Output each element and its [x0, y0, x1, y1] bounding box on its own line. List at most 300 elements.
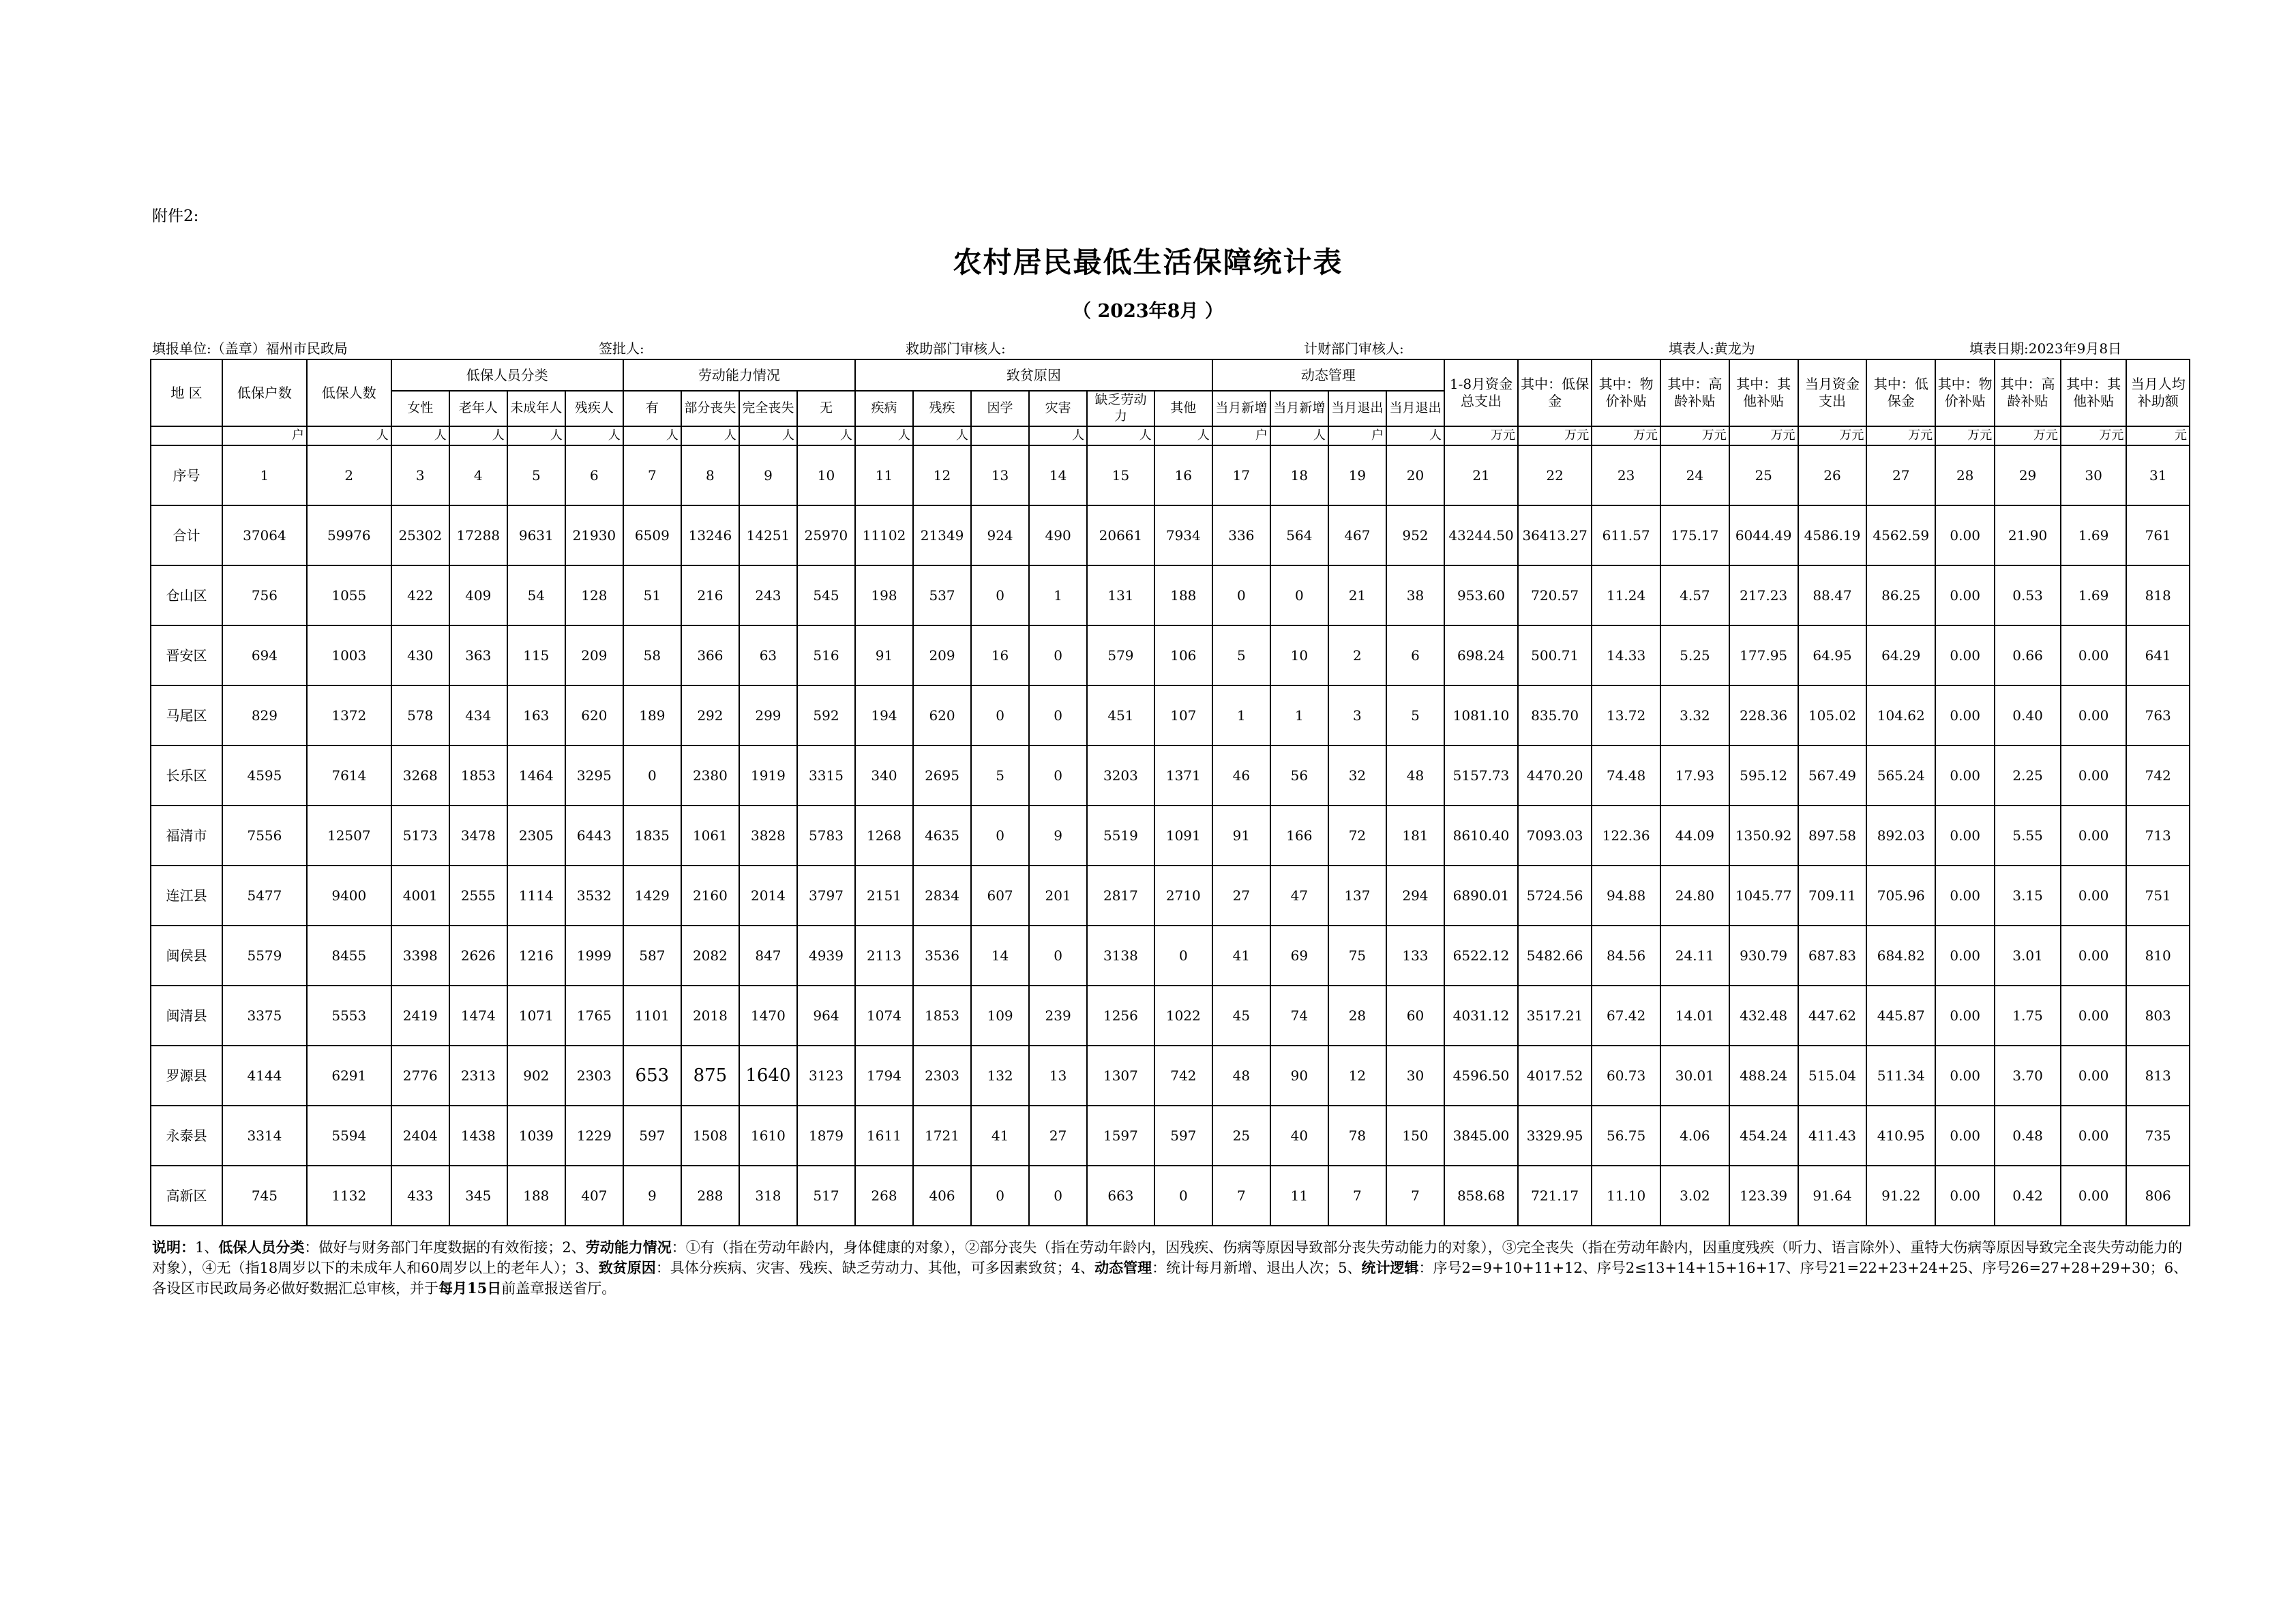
table-row — [151, 565, 2190, 625]
data-cell: 268 — [855, 1166, 913, 1226]
data-cell: 9 — [623, 1166, 681, 1226]
seq-cell: 27 — [1866, 445, 1935, 505]
data-cell: 3138 — [1087, 926, 1154, 986]
header-cause-col: 疾病 — [855, 391, 913, 426]
data-cell: 4595 — [222, 745, 307, 806]
header-cause-col: 其他 — [1154, 391, 1212, 426]
data-cell: 0.00 — [1935, 806, 1995, 866]
seq-cell: 2 — [307, 445, 391, 505]
data-cell: 299 — [739, 685, 797, 745]
data-cell: 3315 — [797, 745, 855, 806]
data-cell: 1721 — [913, 1106, 971, 1166]
seq-cell: 19 — [1328, 445, 1386, 505]
data-cell: 1794 — [855, 1046, 913, 1106]
data-cell: 67.42 — [1592, 986, 1660, 1046]
data-cell: 46 — [1212, 745, 1270, 806]
data-cell: 6 — [1386, 625, 1444, 685]
data-cell: 7934 — [1154, 505, 1212, 565]
data-cell: 0.40 — [1995, 685, 2061, 745]
data-cell: 4939 — [797, 926, 855, 986]
data-cell: 5 — [1212, 625, 1270, 685]
data-cell: 2776 — [391, 1046, 449, 1106]
data-cell: 3295 — [565, 745, 623, 806]
data-cell: 188 — [507, 1166, 565, 1226]
data-cell: 1470 — [739, 986, 797, 1046]
data-cell: 2151 — [855, 866, 913, 926]
data-cell: 217.23 — [1729, 565, 1798, 625]
data-cell: 2710 — [1154, 866, 1212, 926]
header-class-col: 老年人 — [449, 391, 507, 426]
data-cell: 0.00 — [2061, 986, 2127, 1046]
unit-cell: 人 — [797, 426, 855, 445]
data-cell: 0.00 — [1935, 866, 1995, 926]
data-cell: 411.43 — [1798, 1106, 1867, 1166]
data-cell: 1371 — [1154, 745, 1212, 806]
data-cell: 2419 — [391, 986, 449, 1046]
data-cell: 1 — [1270, 685, 1328, 745]
data-cell: 3536 — [913, 926, 971, 986]
unit-cell: 万元 — [1729, 426, 1798, 445]
data-cell: 0.00 — [1935, 685, 1995, 745]
data-cell: 858.68 — [1444, 1166, 1518, 1226]
data-cell: 336 — [1212, 505, 1270, 565]
data-cell: 4017.52 — [1518, 1046, 1592, 1106]
data-cell: 88.47 — [1798, 565, 1867, 625]
data-cell: 209 — [913, 625, 971, 685]
data-cell: 579 — [1087, 625, 1154, 685]
data-cell: 41 — [971, 1106, 1029, 1166]
data-cell: 3.15 — [1995, 866, 2061, 926]
seq-cell: 26 — [1798, 445, 1867, 505]
seq-cell: 9 — [739, 445, 797, 505]
data-cell: 74.48 — [1592, 745, 1660, 806]
data-cell: 847 — [739, 926, 797, 986]
header-households: 低保户数 — [222, 359, 307, 426]
data-cell: 163 — [507, 685, 565, 745]
data-cell: 1372 — [307, 685, 391, 745]
data-cell: 597 — [623, 1106, 681, 1166]
data-cell: 239 — [1029, 986, 1087, 1046]
stats-table — [150, 359, 2190, 1226]
data-cell: 2313 — [449, 1046, 507, 1106]
data-cell: 2082 — [681, 926, 739, 986]
data-cell: 930.79 — [1729, 926, 1798, 986]
data-cell: 1765 — [565, 986, 623, 1046]
table-row — [151, 806, 2190, 866]
data-cell: 86.25 — [1866, 565, 1935, 625]
table-row — [151, 505, 2190, 565]
table-row — [151, 926, 2190, 986]
data-cell: 620 — [565, 685, 623, 745]
data-cell: 122.36 — [1592, 806, 1660, 866]
data-cell: 0 — [1029, 1166, 1087, 1226]
unit-cell: 万元 — [1660, 426, 1729, 445]
data-cell: 292 — [681, 685, 739, 745]
data-cell: 595.12 — [1729, 745, 1798, 806]
data-cell: 953.60 — [1444, 565, 1518, 625]
data-cell: 713 — [2126, 806, 2190, 866]
table-row — [151, 625, 2190, 685]
data-cell: 434 — [449, 685, 507, 745]
data-cell: 44.09 — [1660, 806, 1729, 866]
unit-cell: 万元 — [1798, 426, 1867, 445]
data-cell: 1438 — [449, 1106, 507, 1166]
data-cell: 181 — [1386, 806, 1444, 866]
data-cell: 131 — [1087, 565, 1154, 625]
data-cell: 1853 — [449, 745, 507, 806]
header-labor-col: 有 — [623, 391, 681, 426]
data-cell: 7 — [1212, 1166, 1270, 1226]
data-cell: 0.00 — [1935, 1166, 1995, 1226]
data-cell: 5519 — [1087, 806, 1154, 866]
header-class-col: 女性 — [391, 391, 449, 426]
data-cell: 721.17 — [1518, 1166, 1592, 1226]
unit-cell — [971, 426, 1029, 445]
unit-cell: 人 — [681, 426, 739, 445]
data-cell: 0 — [1029, 685, 1087, 745]
data-cell: 705.96 — [1866, 866, 1935, 926]
data-cell: 91 — [1212, 806, 1270, 866]
data-cell: 25970 — [797, 505, 855, 565]
data-cell: 3398 — [391, 926, 449, 986]
data-cell: 1 — [1029, 565, 1087, 625]
seq-cell: 1 — [222, 445, 307, 505]
data-cell: 194 — [855, 685, 913, 745]
data-cell: 3845.00 — [1444, 1106, 1518, 1166]
data-cell: 803 — [2126, 986, 2190, 1046]
data-cell: 318 — [739, 1166, 797, 1226]
data-cell: 13246 — [681, 505, 739, 565]
data-cell: 5724.56 — [1518, 866, 1592, 926]
data-cell: 5.25 — [1660, 625, 1729, 685]
data-cell: 21 — [1328, 565, 1386, 625]
header-labor-col: 无 — [797, 391, 855, 426]
data-cell: 75 — [1328, 926, 1386, 986]
data-cell: 720.57 — [1518, 565, 1592, 625]
data-cell: 30 — [1386, 1046, 1444, 1106]
data-cell: 2 — [1328, 625, 1386, 685]
header-class-col: 未成年人 — [507, 391, 565, 426]
data-cell: 407 — [565, 1166, 623, 1226]
data-cell: 21349 — [913, 505, 971, 565]
data-cell: 27 — [1029, 1106, 1087, 1166]
data-cell: 0 — [971, 806, 1029, 866]
unit-cell: 元 — [2126, 426, 2190, 445]
unit-cell: 人 — [307, 426, 391, 445]
data-cell: 611.57 — [1592, 505, 1660, 565]
data-cell: 166 — [1270, 806, 1328, 866]
data-cell: 3.70 — [1995, 1046, 2061, 1106]
data-cell: 132 — [971, 1046, 1029, 1106]
unit-cell: 人 — [1386, 426, 1444, 445]
data-cell: 45 — [1212, 986, 1270, 1046]
data-cell: 897.58 — [1798, 806, 1867, 866]
data-cell: 516 — [797, 625, 855, 685]
header-group-class: 低保人员分类 — [391, 359, 623, 391]
data-cell: 587 — [623, 926, 681, 986]
unit-cell: 万元 — [2061, 426, 2127, 445]
data-cell: 0 — [971, 685, 1029, 745]
header-ytd-subsidy: 其中：低保金 — [1518, 359, 1592, 426]
data-cell: 511.34 — [1866, 1046, 1935, 1106]
data-cell: 78 — [1328, 1106, 1386, 1166]
data-cell: 3.01 — [1995, 926, 2061, 986]
data-cell: 104.62 — [1866, 685, 1935, 745]
data-cell: 7 — [1328, 1166, 1386, 1226]
data-cell: 924 — [971, 505, 1029, 565]
table-row — [151, 685, 2190, 745]
data-cell: 11 — [1270, 1166, 1328, 1226]
data-cell: 641 — [2126, 625, 2190, 685]
data-cell: 0 — [1154, 926, 1212, 986]
data-cell: 3478 — [449, 806, 507, 866]
data-cell: 177.95 — [1729, 625, 1798, 685]
unit-cell: 万元 — [1935, 426, 1995, 445]
data-cell: 0.00 — [1935, 565, 1995, 625]
meta-unit: 填报单位:（盖章）福州市民政局 — [152, 340, 348, 357]
data-cell: 0.00 — [1935, 926, 1995, 986]
data-cell: 1256 — [1087, 986, 1154, 1046]
data-cell: 2817 — [1087, 866, 1154, 926]
seq-cell: 21 — [1444, 445, 1518, 505]
row-region-name: 闽侯县 — [151, 926, 222, 986]
data-cell: 8610.40 — [1444, 806, 1518, 866]
data-cell: 6509 — [623, 505, 681, 565]
meta-relief-reviewer: 救助部门审核人: — [906, 340, 1006, 357]
data-cell: 14 — [971, 926, 1029, 986]
seq-cell: 22 — [1518, 445, 1592, 505]
data-cell: 1.69 — [2061, 505, 2127, 565]
unit-cell: 人 — [1029, 426, 1087, 445]
data-cell: 607 — [971, 866, 1029, 926]
data-cell: 7093.03 — [1518, 806, 1592, 866]
data-cell: 709.11 — [1798, 866, 1867, 926]
data-cell: 5553 — [307, 986, 391, 1046]
unit-cell: 人 — [565, 426, 623, 445]
data-cell: 128 — [565, 565, 623, 625]
data-cell: 751 — [2126, 866, 2190, 926]
data-cell: 0.00 — [2061, 866, 2127, 926]
data-cell: 133 — [1386, 926, 1444, 986]
data-cell: 1268 — [855, 806, 913, 866]
unit-cell: 万元 — [1518, 426, 1592, 445]
seq-cell: 13 — [971, 445, 1029, 505]
data-cell: 0.42 — [1995, 1166, 2061, 1226]
data-cell: 9 — [1029, 806, 1087, 866]
data-cell: 0 — [1029, 926, 1087, 986]
data-cell: 1999 — [565, 926, 623, 986]
unit-cell: 人 — [449, 426, 507, 445]
data-cell: 37064 — [222, 505, 307, 565]
explanation-note: 说明：1、低保人员分类：做好与财务部门年度数据的有效衔接；2、劳动能力情况：①有（指在劳动年龄内，身体健康的对象），②部分丧失（指在劳动年龄内，因残疾、伤病等原因导致部分丧失劳动能力的对象），③完全丧失（指在劳动年龄内，因重度残疾（听力、语言除外）、重特大伤病等原因导致完全丧失劳动能力的对象），④无（指18周岁以下的未成年人和60周岁以上的老年人）；3、致贫原因：具体分疾病、灾害、残疾、缺乏劳动力、其他，可多因素致贫；4、动态管理：统计每月新增、退出人次；5、统计逻辑：序号2=9+10+11+12、序号2≤13+14+15+16+17、序号21=22+23+24+25、序号26=27+28+29+30；6、各设区市民政局务必做好数据汇总审核，并于每月15日前盖章报送省厅。 — [152, 1239, 2188, 1297]
header-labor-col: 部分丧失 — [681, 391, 739, 426]
unit-cell: 人 — [855, 426, 913, 445]
seq-cell: 23 — [1592, 445, 1660, 505]
seq-cell: 11 — [855, 445, 913, 505]
meta-date: 填表日期:2023年9月8日 — [1969, 340, 2122, 357]
data-cell: 21.90 — [1995, 505, 2061, 565]
data-cell: 0.48 — [1995, 1106, 2061, 1166]
data-cell: 4031.12 — [1444, 986, 1518, 1046]
data-cell: 5 — [971, 745, 1029, 806]
data-cell: 5594 — [307, 1106, 391, 1166]
unit-cell: 户 — [1328, 426, 1386, 445]
unit-cell: 人 — [1270, 426, 1328, 445]
data-cell: 24.80 — [1660, 866, 1729, 926]
unit-cell: 人 — [623, 426, 681, 445]
unit-cell: 户 — [1212, 426, 1270, 445]
data-cell: 410.95 — [1866, 1106, 1935, 1166]
seq-cell: 8 — [681, 445, 739, 505]
data-cell: 105.02 — [1798, 685, 1867, 745]
data-cell: 60 — [1386, 986, 1444, 1046]
data-cell: 835.70 — [1518, 685, 1592, 745]
data-cell: 6890.01 — [1444, 866, 1518, 926]
data-cell: 0 — [971, 565, 1029, 625]
data-cell: 698.24 — [1444, 625, 1518, 685]
data-cell: 9400 — [307, 866, 391, 926]
data-cell: 1611 — [855, 1106, 913, 1166]
data-cell: 829 — [222, 685, 307, 745]
data-cell: 137 — [1328, 866, 1386, 926]
unit-cell: 万元 — [1444, 426, 1518, 445]
data-cell: 1853 — [913, 986, 971, 1046]
data-cell: 490 — [1029, 505, 1087, 565]
data-cell: 745 — [222, 1166, 307, 1226]
data-cell: 90 — [1270, 1046, 1328, 1106]
table-row — [151, 745, 2190, 806]
data-cell: 24.11 — [1660, 926, 1729, 986]
header-class-col: 残疾人 — [565, 391, 623, 426]
data-cell: 228.36 — [1729, 685, 1798, 745]
data-cell: 653 — [623, 1046, 681, 1106]
data-cell: 3517.21 — [1518, 986, 1592, 1046]
data-cell: 94.88 — [1592, 866, 1660, 926]
data-cell: 813 — [2126, 1046, 2190, 1106]
data-cell: 597 — [1154, 1106, 1212, 1166]
data-cell: 763 — [2126, 685, 2190, 745]
data-cell: 565.24 — [1866, 745, 1935, 806]
header-group-dynamic: 动态管理 — [1212, 359, 1444, 391]
data-cell: 409 — [449, 565, 507, 625]
data-cell: 433 — [391, 1166, 449, 1226]
seq-cell: 24 — [1660, 445, 1729, 505]
table-row — [151, 1046, 2190, 1106]
data-cell: 515.04 — [1798, 1046, 1867, 1106]
data-cell: 340 — [855, 745, 913, 806]
seq-cell: 15 — [1087, 445, 1154, 505]
data-cell: 198 — [855, 565, 913, 625]
data-cell: 2404 — [391, 1106, 449, 1166]
data-cell: 1132 — [307, 1166, 391, 1226]
data-cell: 2303 — [565, 1046, 623, 1106]
header-region: 地 区 — [151, 359, 222, 426]
header-avg: 当月人均补助额 — [2126, 359, 2190, 426]
seq-cell: 14 — [1029, 445, 1087, 505]
data-cell: 1474 — [449, 986, 507, 1046]
data-cell: 54 — [507, 565, 565, 625]
data-cell: 0.00 — [2061, 806, 2127, 866]
data-cell: 345 — [449, 1166, 507, 1226]
data-cell: 2018 — [681, 986, 739, 1046]
row-region-name: 晋安区 — [151, 625, 222, 685]
data-cell: 1597 — [1087, 1106, 1154, 1166]
data-cell: 59976 — [307, 505, 391, 565]
data-cell: 2.25 — [1995, 745, 2061, 806]
data-cell: 810 — [2126, 926, 2190, 986]
table-row — [151, 1166, 2190, 1226]
data-cell: 3268 — [391, 745, 449, 806]
data-cell: 0.00 — [1935, 1106, 1995, 1166]
data-cell: 48 — [1212, 1046, 1270, 1106]
data-cell: 5.55 — [1995, 806, 2061, 866]
data-cell: 1.69 — [2061, 565, 2127, 625]
data-cell: 1022 — [1154, 986, 1212, 1046]
seq-cell: 16 — [1154, 445, 1212, 505]
data-cell: 12507 — [307, 806, 391, 866]
data-cell: 430 — [391, 625, 449, 685]
data-cell: 4562.59 — [1866, 505, 1935, 565]
data-cell: 4470.20 — [1518, 745, 1592, 806]
data-cell: 5783 — [797, 806, 855, 866]
data-cell: 0.00 — [2061, 685, 2127, 745]
seq-cell: 12 — [913, 445, 971, 505]
data-cell: 5 — [1386, 685, 1444, 745]
data-cell: 56 — [1270, 745, 1328, 806]
data-cell: 201 — [1029, 866, 1087, 926]
meta-approver: 签批人: — [599, 340, 644, 357]
data-cell: 0.53 — [1995, 565, 2061, 625]
meta-filler: 填表人:黄龙为 — [1669, 340, 1755, 357]
unit-cell: 人 — [913, 426, 971, 445]
data-cell: 363 — [449, 625, 507, 685]
data-cell: 1429 — [623, 866, 681, 926]
seq-cell: 31 — [2126, 445, 2190, 505]
data-cell: 91 — [855, 625, 913, 685]
data-cell: 0.00 — [1935, 1046, 1995, 1106]
header-month-other: 其中：其他补贴 — [2061, 359, 2127, 426]
data-cell: 209 — [565, 625, 623, 685]
data-cell: 406 — [913, 1166, 971, 1226]
data-cell: 3123 — [797, 1046, 855, 1106]
data-cell: 1879 — [797, 1106, 855, 1166]
row-region-name: 闽清县 — [151, 986, 222, 1046]
data-cell: 3.02 — [1660, 1166, 1729, 1226]
data-cell: 0.66 — [1995, 625, 2061, 685]
data-cell: 294 — [1386, 866, 1444, 926]
seq-cell: 4 — [449, 445, 507, 505]
data-cell: 467 — [1328, 505, 1386, 565]
data-cell: 36413.27 — [1518, 505, 1592, 565]
data-cell: 56.75 — [1592, 1106, 1660, 1166]
data-cell: 2160 — [681, 866, 739, 926]
seq-cell: 28 — [1935, 445, 1995, 505]
data-cell: 216 — [681, 565, 739, 625]
data-cell: 0.00 — [1935, 505, 1995, 565]
unit-cell-region — [151, 426, 222, 445]
data-cell: 0.00 — [2061, 1046, 2127, 1106]
data-cell: 545 — [797, 565, 855, 625]
data-cell: 694 — [222, 625, 307, 685]
header-ytd-other: 其中：其他补贴 — [1729, 359, 1798, 426]
header-month-elderly: 其中：高龄补贴 — [1995, 359, 2061, 426]
seq-label: 序号 — [151, 445, 222, 505]
data-cell: 1835 — [623, 806, 681, 866]
header-cause-col: 残疾 — [913, 391, 971, 426]
data-cell: 964 — [797, 986, 855, 1046]
data-cell: 11102 — [855, 505, 913, 565]
data-cell: 537 — [913, 565, 971, 625]
